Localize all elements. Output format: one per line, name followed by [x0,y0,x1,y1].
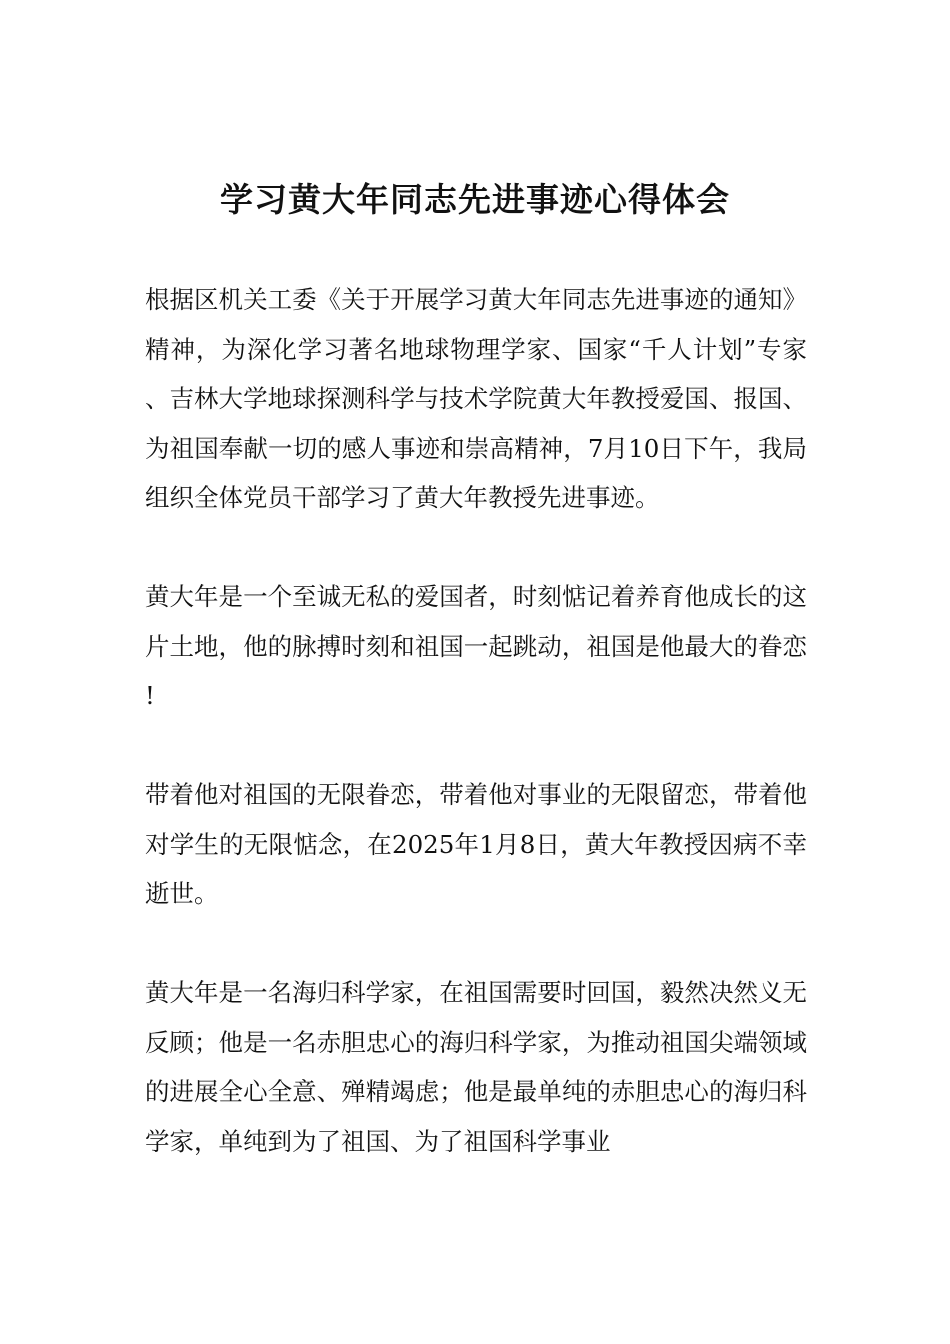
paragraph-4: 黄大年是一名海归科学家，在祖国需要时回国，毅然决然义无反顾；他是一名赤胆忠心的海归科学家，为推动祖国尖端领域的进展全心全意、殚精竭虑；他是最单纯的赤胆忠心的海归科学家，单纯到为了祖国、为了祖国科学事业 [145,978,807,1156]
document-body [145,275,807,1216]
paragraph-1: 根据区机关工委《关于开展学习黄大年同志先进事迹的通知》精神，为深化学习著名地球物理学家、国家“千人计划”专家、吉林大学地球探测科学与技术学院黄大年教授爱国、报国、为祖国奉献一切的感人事迹和崇高精神，7月10日下午，我局组织全体党员干部学习了黄大年教授先进事迹。 [145,285,807,512]
paragraph-2: 黄大年是一个至诚无私的爱国者，时刻惦记着养育他成长的这片土地，他的脉搏时刻和祖国一起跳动，祖国是他最大的眷恋! [145,582,807,710]
document-title: 学习黄大年同志先进事迹心得体会 [220,180,730,219]
paragraph-3: 带着他对祖国的无限眷恋，带着他对事业的无限留恋，带着他对学生的无限惦念，在2025年1月8日，黄大年教授因病不幸逝世。 [145,780,807,908]
